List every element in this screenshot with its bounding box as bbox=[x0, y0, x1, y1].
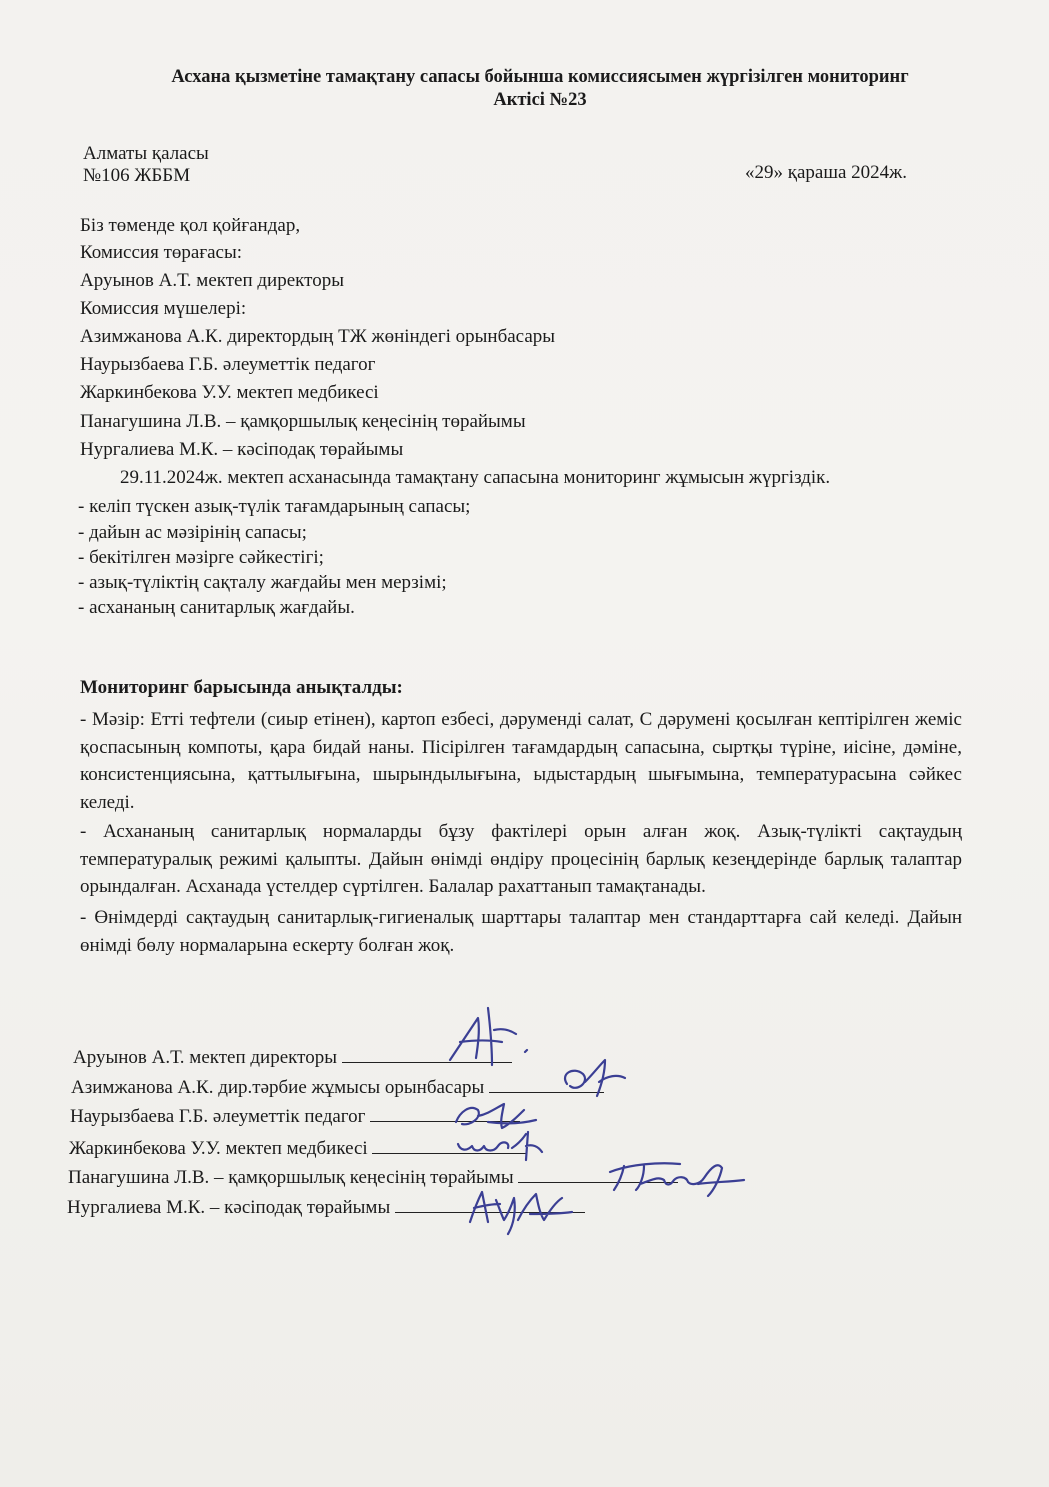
findings-heading: Мониторинг барысында анықталды: bbox=[80, 677, 403, 698]
check-item: - бекітілген мәзірге сәйкестігі; bbox=[78, 547, 324, 568]
check-item: - асхананың санитарлық жағдайы. bbox=[78, 597, 355, 618]
signatory-label: Наурызбаева Г.Б. әлеуметтік педагог bbox=[70, 1106, 366, 1127]
signature-line bbox=[395, 1195, 585, 1213]
signature-row bbox=[67, 1195, 585, 1221]
statement: 29.11.2024ж. мектеп асханасында тамақтану сапасына мониторинг жұмысын жүргіздік. bbox=[120, 467, 831, 488]
title-line-2: Актісі №23 bbox=[493, 90, 587, 110]
document-title bbox=[60, 66, 1020, 112]
signature-row bbox=[71, 1075, 604, 1101]
signatory-label: Жаркинбекова У.У. мектеп медбикесі bbox=[69, 1138, 368, 1159]
signature-line bbox=[518, 1165, 678, 1183]
member: Наурызбаева Г.Б. әлеуметтік педагог bbox=[80, 354, 376, 375]
member: Жаркинбекова У.У. мектеп медбикесі bbox=[80, 382, 379, 403]
signature-row bbox=[70, 1104, 520, 1130]
check-item: - келіп түскен азық-түлік тағамдарының сапасы; bbox=[78, 496, 471, 517]
title-line-1: Асхана қызметіне тамақтану сапасы бойынша комиссиясымен жүргізілген мониторинг bbox=[171, 67, 909, 87]
signatory-label: Азимжанова А.К. дир.тәрбие жұмысы орынбасары bbox=[71, 1077, 485, 1098]
intro-line: Комиссия төрағасы: bbox=[80, 242, 243, 263]
member: Панагушина Л.В. – қамқоршылық кеңесінің төрайымы bbox=[80, 411, 526, 432]
signature-line bbox=[342, 1045, 512, 1063]
act-date: «29» қараша 2024ж. bbox=[745, 162, 908, 183]
signature-line bbox=[489, 1075, 604, 1093]
school: №106 ЖББМ bbox=[83, 165, 191, 186]
member: Азимжанова А.К. директордың ТЖ жөніндегі орынбасары bbox=[80, 326, 556, 347]
signature-line bbox=[370, 1104, 520, 1122]
signatory-label: Аруынов А.Т. мектеп директоры bbox=[73, 1047, 337, 1068]
signature-row bbox=[68, 1165, 678, 1191]
city: Алматы қаласы bbox=[83, 143, 209, 164]
check-item: - дайын ас мәзірінің сапасы; bbox=[78, 522, 307, 543]
signatory-label: Панагушина Л.В. – қамқоршылық кеңесінің төрайымы bbox=[68, 1167, 514, 1188]
intro-line: Комиссия мүшелері: bbox=[80, 298, 247, 319]
signature-line bbox=[372, 1136, 527, 1154]
finding-paragraph: - Мәзір: Етті тефтели (сиыр етінен), картоп езбесі, дәруменді салат, С дәрумені қосылған кептірілген жеміс қоспасының компоты, қара бидай наны. Пісірілген тағамдардың сапасына, сыртқы түріне, иісіне, дәміне, консистенциясына, қаттылығына, шырындылығына, ыдыстардың шығымына, температурасына сәйкес келеді. bbox=[80, 709, 962, 813]
signature-row bbox=[69, 1136, 527, 1162]
chairman: Аруынов А.Т. мектеп директоры bbox=[80, 270, 344, 291]
signatory-label: Нургалиева М.К. – кәсіподақ төрайымы bbox=[67, 1197, 391, 1218]
member: Нургалиева М.К. – кәсіподақ төрайымы bbox=[80, 439, 404, 460]
check-item: - азық-түліктің сақталу жағдайы мен мерзімі; bbox=[78, 572, 447, 593]
finding-paragraph: - Асхананың санитарлық нормаларды бұзу фактілері орын алған жоқ. Азық-түлікті сақтаудың температуралық режимі қалыпты. Дайын өнімді өндіру процесінің барлық кезеңдерінде барлық талаптар орындалған. Асханада үстелдер сүртілген. Балалар рахаттанып тамақтанады. bbox=[80, 821, 962, 897]
signature-row bbox=[73, 1045, 512, 1071]
intro-line: Біз төменде қол қойғандар, bbox=[80, 215, 301, 236]
finding-paragraph: - Өнімдерді сақтаудың санитарлық-гигиеналық шарттары талаптар мен стандарттарға сай келеді. Дайын өнімді бөлу нормаларына ескерту болған жоқ. bbox=[80, 907, 962, 956]
